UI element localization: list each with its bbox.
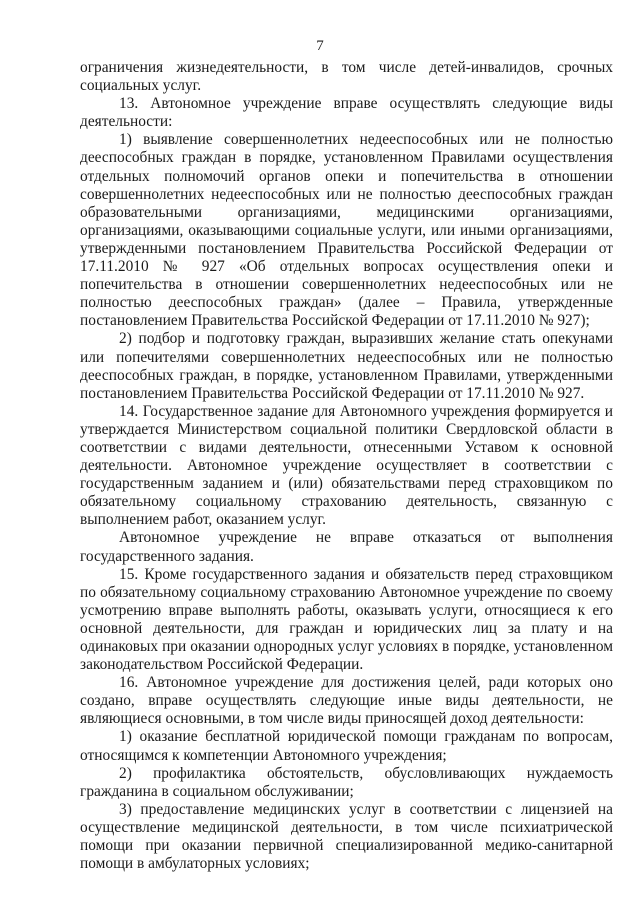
- paragraph: 3) предоставление медицинских услуг в соответствии с лицензией на осуществление медицинской деятельности, в том числе психиатрической помощи при оказании первичной специализированной медико-санитарной помощи в амбулаторных условиях;: [80, 800, 613, 873]
- paragraph: 16. Автономное учреждение для достижения целей, ради которых оно создано, вправе осуществлять следующие иные виды деятельности, не являющиеся основными, в том числе виды приносящей доход деятельности:: [80, 674, 613, 728]
- paragraph: ограничения жизнедеятельности, в том числе детей-инвалидов, срочных социальных услуг.: [80, 59, 613, 95]
- paragraph: Автономное учреждение не вправе отказаться от выполнения государственного задания.: [80, 529, 613, 565]
- page-number: 7: [316, 38, 324, 54]
- paragraph: 2) подбор и подготовку граждан, выразивших желание стать опекунами или попечителями совершеннолетних недееспособных или не полностью дееспособных граждан, в порядке, установленном Правилами, утвержденными постановлением Правительства Российской Федерации от 17.11.2010 № 927.: [80, 330, 613, 402]
- paragraph: 1) выявление совершеннолетних недееспособных или не полностью дееспособных граждан в порядке, установленном Правилами осуществления отдельных полномочий органов опеки и попечительства в отношении совершеннолетних недееспособных или не полностью дееспособных граждан образовательными организациями, медицинскими организациями, организациями, оказывающими социальные услуги, или иными организациями, утвержденными постановлением Правительства Российской Федерации от 17.11.2010 № 927 «Об отдельных вопросах осуществления опеки и попечительства в отношении совершеннолетних недееспособных или не полностью дееспособных граждан» (далее – Правила, утвержденные постановлением Правительства Российской Федерации от 17.11.2010 № 927);: [80, 131, 613, 330]
- paragraph: 1) оказание бесплатной юридической помощи гражданам по вопросам, относящимся к компетенции Автономного учреждения;: [80, 728, 613, 764]
- paragraph: 13. Автономное учреждение вправе осуществлять следующие виды деятельности:: [80, 95, 613, 131]
- document-body: [80, 59, 613, 873]
- paragraph: 14. Государственное задание для Автономного учреждения формируется и утверждается Министерством социальной политики Свердловской области в соответствии с видами деятельности, отнесенными Уставом к основной деятельности. Автономное учреждение осуществляет в соответствии с государственным заданием и (или) обязательствами перед страховщиком по обязательному социальному страхованию деятельность, связанную с выполнением работ, оказанием услуг.: [80, 402, 613, 529]
- paragraph: 15. Кроме государственного задания и обязательств перед страховщиком по обязательному социальному страхованию Автономное учреждение по своему усмотрению вправе выполнять работы, оказывать услуги, относящиеся к его основной деятельности, для граждан и юридических лиц за плату и на одинаковых при оказании однородных услуг условиях в порядке, установленном законодательством Российской Федерации.: [80, 565, 613, 674]
- paragraph: 2) профилактика обстоятельств, обусловливающих нуждаемость гражданина в социальном обслуживании;: [80, 764, 613, 800]
